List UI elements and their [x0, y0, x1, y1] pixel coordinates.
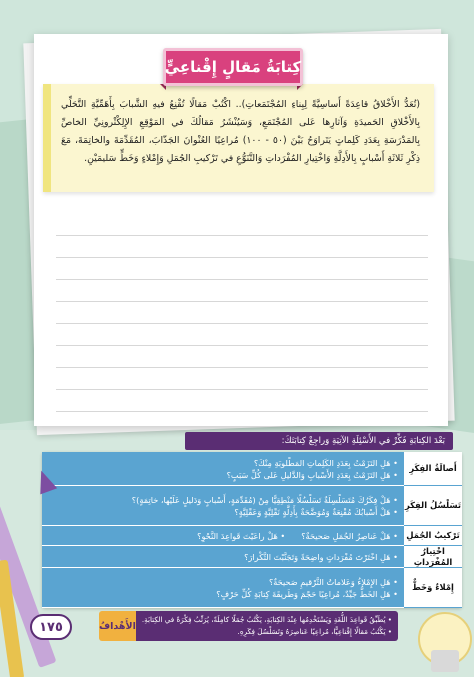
question-item: • هَلِ الإِمْلاءُ وَعَلاماتُ التَّرْقيمِ صَحيحَةٌ؟ [268, 576, 398, 587]
category-cell: تَرْكيبُ الجُمَلِ [404, 526, 462, 546]
goal-item: • يُطَبِّقُ قَواعِدَ اللُّغَةِ وَيَسْتَخْدِمُها عِنْدَ الكِتابَةِ، يَكْتُبُ جُمَلًا كامِلَةً، يُرَتِّبُ فِكْرَةً في الكِتابَةِ. [141, 615, 392, 624]
table-row [42, 568, 462, 608]
question-item: • هَلْ فِكَرُكَ مُتَسَلْسِلَةٌ تَسَلْسُلًا مَنْطِقِيًّا مِنْ (مُقَدِّمَةٍ، أَسْبابٍ وَدَليلٍ عَلَيْها، خاتِمَةٍ)؟ [131, 494, 398, 505]
writing-line[interactable] [56, 214, 428, 236]
title-banner [163, 48, 303, 86]
question-item: • هَلِ التَزَمْتُ بِعَدَدِ الأَسْبابِ وَالدَّليلِ عَلى كُلِّ سَبَبٍ؟ [226, 469, 398, 480]
question-item: • هَلْ راعَيْتَ قَواعِدَ النَّحْوِ؟ [197, 530, 286, 541]
table-row [42, 452, 462, 486]
question-item: • هَلْ عَناصِرُ الجُمَلِ صَحيحَةٌ؟ [301, 530, 398, 541]
table-row [42, 526, 462, 546]
category-cell: إِمْلاءٌ وَخَطٌّ [404, 568, 462, 608]
question-inline-group [48, 530, 398, 542]
goal-item: • يَكْتُبُ مَقالًا إِقْناعِيًّا، مُراعِيًا عَناصِرَهُ وَتَسَلْسُلَ فِكَرِهِ. [237, 627, 392, 636]
question-item: • هَلِ التَزَمْتُ بِعَدَدِ الكَلِماتِ المَطْلوبَةِ مِنْكَ؟ [253, 457, 398, 468]
question-item: • هَلْ أَسْبابُكَ مُقْنِعَةٌ وَمُوَضَّحَةٌ بِأَدِلَّةٍ نَقْلِيَّةٍ وَعَقْلِيَّةٍ؟ [234, 506, 398, 517]
prompt-text: (تُعَدُّ الأَخْلاقُ قاعِدَةً أَساسِيَّةً لِبِناءِ المُجْتَمَعاتِ).. اكْتُبْ مَقالًا تُقْنِعُ فيهِ الشَّبابَ بِأَهَمِّيَّةِ التَّحَلِّي بِالأَخْلاقِ الحَميدَةِ وَآثارِها عَلى المُجْتَمَعِ، وَسَيُنْشَرُ مَقالُكَ في المَوْقِعِ الإِلِكْتْرونِيِّ الخاصِّ بِالمَدْرَسَةِ بِعَدَدِ كَلِماتٍ يَتَراوَحُ بَيْنَ (٥٠ - ١٠٠) مُراعِيًا العُنْوانَ الجَذّابَ، المُقَدِّمَةَ والخاتِمَةَ، مَعَ ذِكْرِ ثَلاثَةِ أَسْبابٍ بِالأَدِلَّةِ وَاخْتِيارِ المُفْرَداتِ وَالتَّنَوُّعِ في تَرْكيبِ الجُمَلِ وَإِمْلاءٍ وَخَطٍّ سَليمَيْنِ. [61, 99, 421, 164]
goals-body [136, 612, 398, 640]
writing-line[interactable] [56, 258, 428, 280]
writing-line[interactable] [56, 324, 428, 346]
review-table [42, 452, 462, 608]
questions-cell [42, 486, 404, 526]
table-row [42, 486, 462, 526]
writing-line[interactable] [56, 236, 428, 258]
category-cell: أَصالَةُ الفِكَرِ [404, 452, 462, 486]
category-cell: تَسَلْسُلُ الفِكَرِ [404, 486, 462, 526]
question-item: • هَلِ الخَطُّ جَيِّدٌ، مُراعِيًا حَجْمَ وَطَريقَةَ كِتابَةِ كُلِّ حَرْفٍ؟ [216, 588, 398, 599]
questions-cell [42, 546, 404, 568]
questions-cell [42, 568, 404, 608]
category-cell: اخْتِيارُ المُفْرَداتِ [404, 546, 462, 568]
table-row [42, 546, 462, 568]
writing-line[interactable] [56, 368, 428, 390]
page-title: كِتابَةُ مَقالٍ إِقْناعِيٍّ [164, 58, 302, 76]
prompt-card [43, 84, 434, 192]
writing-line[interactable] [56, 346, 428, 368]
writing-lines[interactable] [56, 214, 428, 412]
review-header-text: بَعْدَ الكِتابَةِ فَكِّرْ في الأَسْئِلَةِ الآتِيَةِ وَراجِعْ كِتابَتَكَ: [281, 436, 445, 446]
writing-line[interactable] [56, 390, 428, 412]
questions-cell [42, 526, 404, 546]
goals-box [99, 611, 398, 641]
writing-line[interactable] [56, 302, 428, 324]
goals-label: الأَهْدافُ [99, 611, 136, 641]
questions-cell [42, 452, 404, 486]
review-header [185, 432, 453, 450]
page-number: ١٧٥ [30, 614, 72, 640]
writing-line[interactable] [56, 280, 428, 302]
lightbulb-base-icon [431, 650, 459, 672]
question-item: • هَلِ اخْتَرْتَ مُفْرَداتٍ واضِحَةً وَتَجَنَّبْتَ التَّكْرارَ؟ [244, 551, 398, 562]
